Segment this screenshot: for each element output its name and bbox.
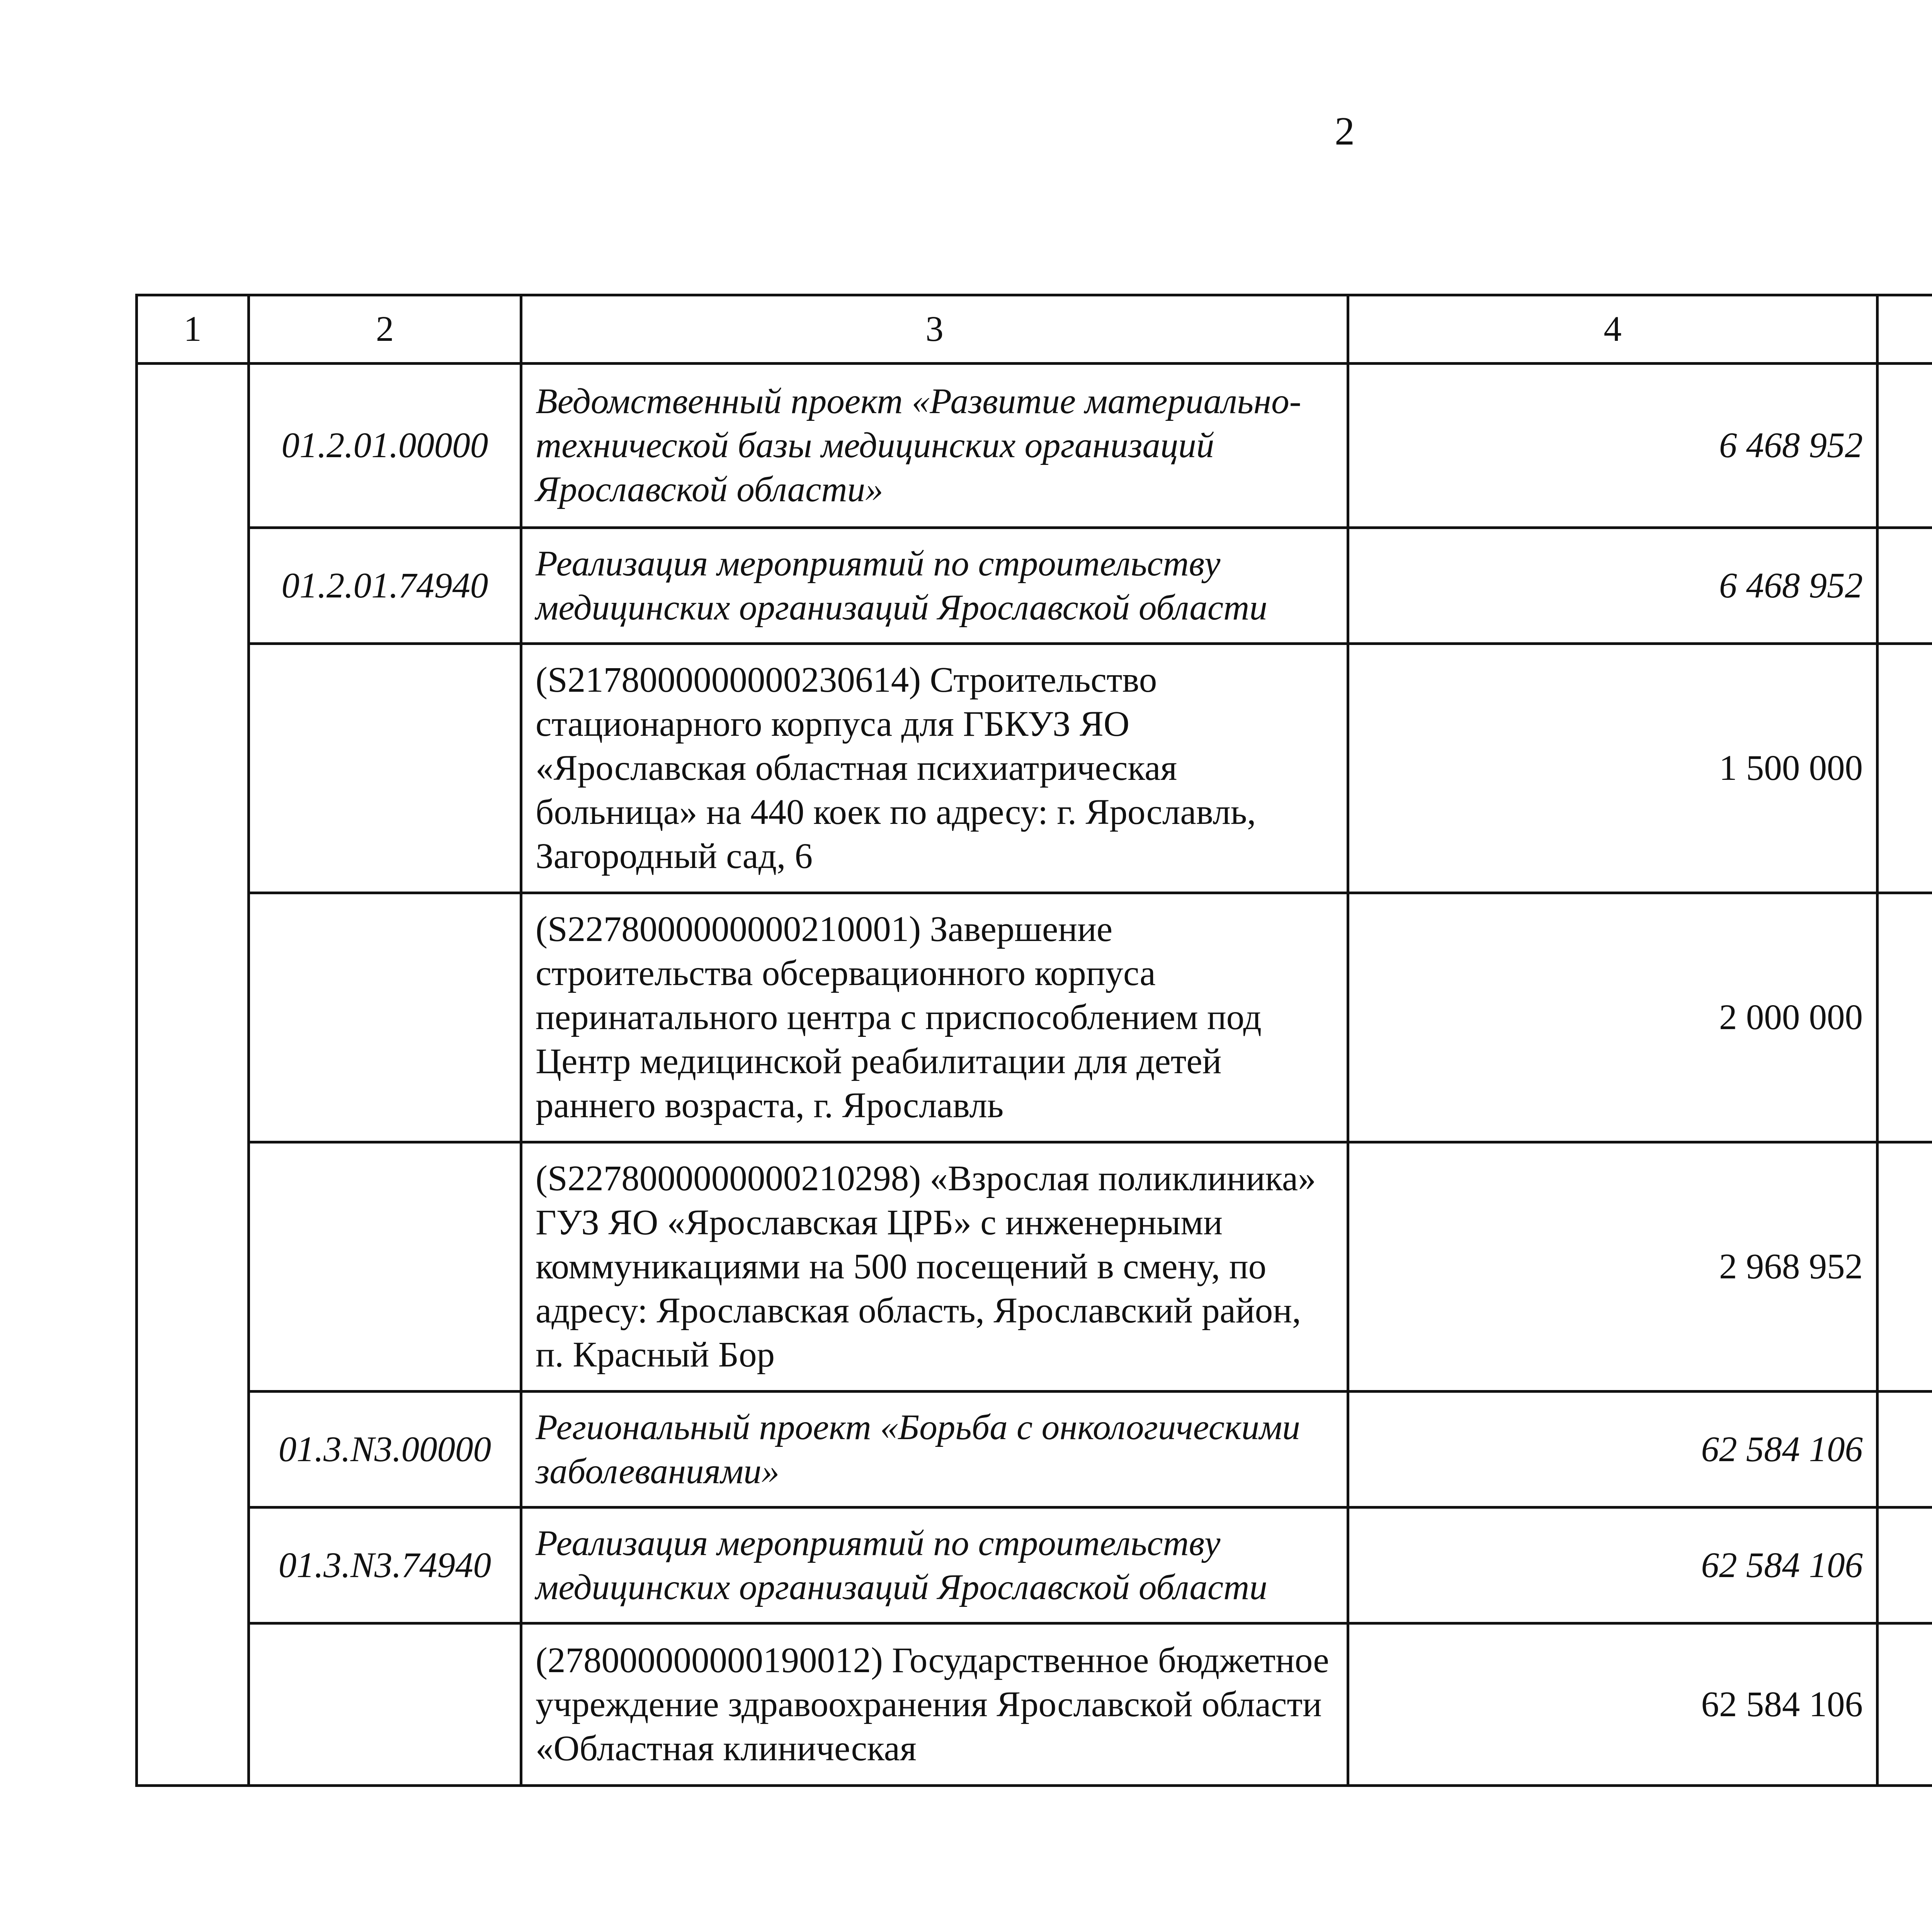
column-header	[1878, 295, 1932, 364]
table-header-row	[137, 295, 1932, 364]
name-cell: Региональный проект «Борьба с онкологическими заболеваниями»	[521, 1392, 1348, 1508]
value-cell-4: 62 584 106	[1348, 1508, 1878, 1623]
column-header: 3	[521, 295, 1348, 364]
name-cell: (S2178000000000230614) Строительство стационарного корпуса для ГБКУЗ ЯО «Ярославская областная психиатрическая больница» на 440 коек по адресу: г. Ярославль, Загородный сад, 6	[521, 644, 1348, 893]
value-cell-5	[1878, 1623, 1932, 1786]
value-cell-5	[1878, 1142, 1932, 1392]
value-cell-5	[1878, 1392, 1932, 1508]
table-row	[137, 1392, 1932, 1508]
value-cell-4: 62 584 106	[1348, 1392, 1878, 1508]
value-cell-5	[1878, 1508, 1932, 1623]
value-cell-4: 2 000 000	[1348, 893, 1878, 1142]
name-cell: Ведомственный проект «Развитие материально-технической базы медицинских организаций Ярославской области»	[521, 364, 1348, 528]
budget-table	[135, 294, 1932, 1787]
code-cell: 01.2.01.00000	[249, 364, 521, 528]
table-row	[137, 364, 1932, 528]
code-cell: 01.3.N3.00000	[249, 1392, 521, 1508]
column-header: 1	[137, 295, 249, 364]
value-cell-4: 62 584 106	[1348, 1623, 1878, 1786]
name-cell: (S2278000000000210001) Завершение строительства обсервационного корпуса перинатального центра с приспособлением под Центр медицинской реабилитации для детей раннего возраста, г. Ярославль	[521, 893, 1348, 1142]
value-cell-4: 6 468 952	[1348, 528, 1878, 644]
value-cell-4: 1 500 000	[1348, 644, 1878, 893]
value-cell-5	[1878, 893, 1932, 1142]
column-header: 4	[1348, 295, 1878, 364]
value-cell-4: 6 468 952	[1348, 364, 1878, 528]
code-cell	[249, 893, 521, 1142]
code-cell: 01.3.N3.74940	[249, 1508, 521, 1623]
page-number: 2	[1335, 109, 1355, 153]
table-row	[137, 893, 1932, 1142]
code-cell	[249, 644, 521, 893]
name-cell: Реализация мероприятий по строительству медицинских организаций Ярославской области	[521, 528, 1348, 644]
code-cell: 01.2.01.74940	[249, 528, 521, 644]
name-cell: (278000000000190012) Государственное бюджетное учреждение здравоохранения Ярославской области «Областная клиническая	[521, 1623, 1348, 1786]
column-header: 2	[249, 295, 521, 364]
name-cell: (S2278000000000210298) «Взрослая поликлиника» ГУЗ ЯО «Ярославская ЦРБ» с инженерными коммуникациями на 500 посещений в смену, по адресу: Ярославская область, Ярославский район, п. Красный Бор	[521, 1142, 1348, 1392]
code-cell	[249, 1623, 521, 1786]
value-cell-5	[1878, 528, 1932, 644]
value-cell-5	[1878, 644, 1932, 893]
merged-column-1-cell	[137, 364, 249, 1786]
table-row	[137, 528, 1932, 644]
name-cell: Реализация мероприятий по строительству медицинских организаций Ярославской области	[521, 1508, 1348, 1623]
code-cell	[249, 1142, 521, 1392]
value-cell-4: 2 968 952	[1348, 1142, 1878, 1392]
table-row	[137, 1623, 1932, 1786]
table-row	[137, 644, 1932, 893]
table-row	[137, 1142, 1932, 1392]
value-cell-5	[1878, 364, 1932, 528]
table-row	[137, 1508, 1932, 1623]
